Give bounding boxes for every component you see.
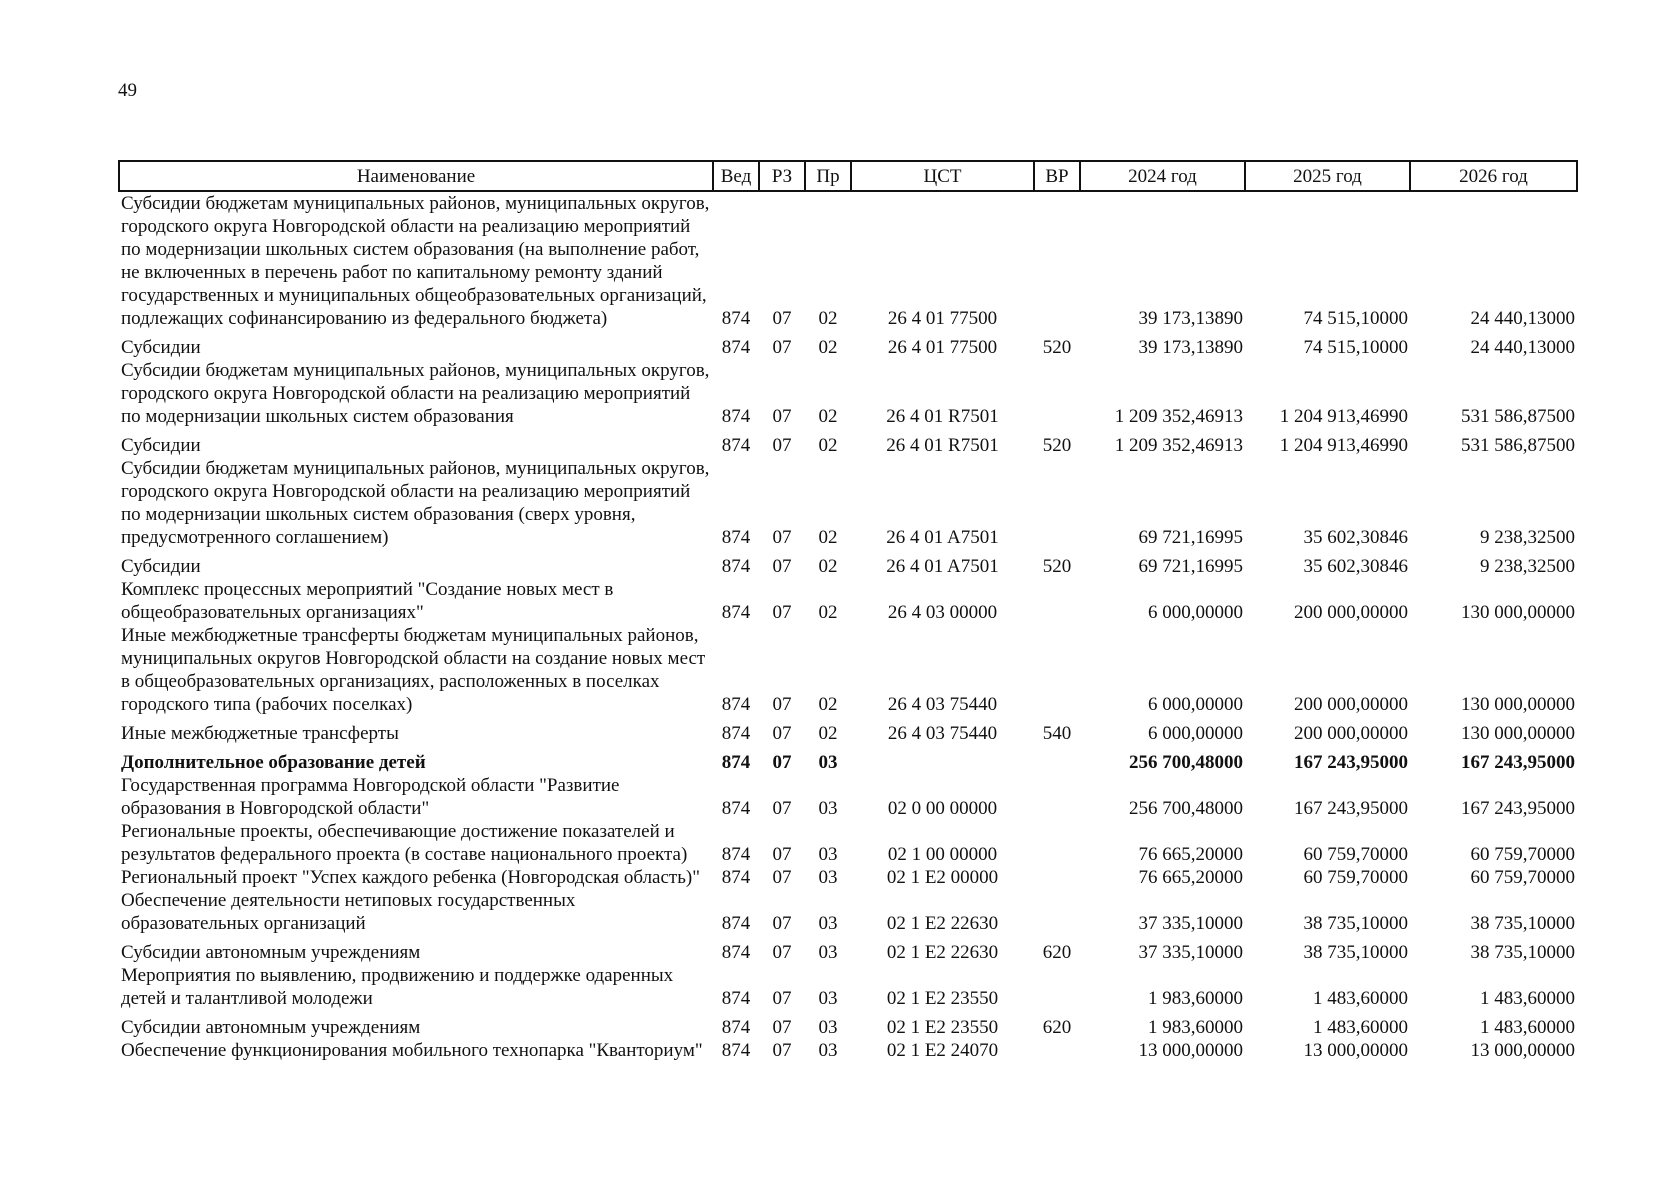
row-name: Субсидии bbox=[121, 556, 201, 577]
header-cst: ЦСТ bbox=[851, 161, 1034, 191]
row-2024: 256 700,48000 bbox=[1129, 752, 1243, 773]
row-name: Субсидии автономным учреждениям bbox=[121, 942, 421, 963]
table-row bbox=[119, 359, 1577, 428]
header-2026: 2026 год bbox=[1410, 161, 1577, 191]
row-name: Субсидии бюджетам муниципальных районов, муниципальных округов, городского округа Новгородской области на реализацию мероприятий по модернизации школьных систем образования (на выполнение работ, не включенных в перечень работ по капитальному ремонту зданий государственных и муниципальных общеобразовательных организаций, подлежащих софинансированию из федерального бюджета) bbox=[121, 193, 710, 329]
row-2024: 37 335,10000 bbox=[1138, 942, 1243, 963]
row-cst: 26 4 01 R7501 bbox=[886, 435, 999, 456]
row-name: Государственная программа Новгородской области "Развитие образования в Новгородской области" bbox=[121, 775, 620, 819]
row-cst: 02 1 E2 24070 bbox=[886, 1040, 999, 1061]
row-cst: 26 4 01 77500 bbox=[887, 308, 998, 329]
table-row bbox=[119, 935, 1577, 964]
row-2025: 167 243,95000 bbox=[1294, 798, 1408, 819]
row-ved: 874 bbox=[721, 988, 751, 1009]
row-vr: 520 bbox=[1042, 435, 1072, 456]
row-rz: 07 bbox=[772, 1017, 792, 1038]
header-name: Наименование bbox=[119, 161, 713, 191]
row-ved: 874 bbox=[721, 723, 751, 744]
row-ved: 874 bbox=[721, 435, 751, 456]
table-header-row bbox=[119, 161, 1577, 191]
row-rz: 07 bbox=[772, 752, 792, 773]
row-2026: 9 238,32500 bbox=[1480, 527, 1575, 548]
row-rz: 07 bbox=[772, 556, 792, 577]
row-vr: 520 bbox=[1042, 337, 1072, 358]
row-vr bbox=[1034, 191, 1080, 330]
row-2024: 13 000,00000 bbox=[1138, 1040, 1243, 1061]
row-pr: 03 bbox=[818, 798, 838, 819]
row-pr: 03 bbox=[818, 942, 838, 963]
row-pr: 03 bbox=[818, 913, 838, 934]
row-2026: 531 586,87500 bbox=[1461, 435, 1575, 456]
header-ved: Вед bbox=[713, 161, 759, 191]
row-2025: 35 602,30846 bbox=[1303, 527, 1408, 548]
row-name: Субсидии автономным учреждениям bbox=[121, 1017, 421, 1038]
row-2024: 37 335,10000 bbox=[1138, 913, 1243, 934]
row-ved: 874 bbox=[721, 844, 751, 865]
row-ved: 874 bbox=[721, 602, 751, 623]
row-ved: 874 bbox=[721, 942, 751, 963]
table-row bbox=[119, 191, 1577, 330]
table-row bbox=[119, 330, 1577, 359]
table-row bbox=[119, 774, 1577, 820]
row-2025: 167 243,95000 bbox=[1294, 752, 1408, 773]
row-vr: 620 bbox=[1042, 1017, 1072, 1038]
row-vr: 520 bbox=[1042, 556, 1072, 577]
table-row bbox=[119, 866, 1577, 889]
row-pr: 03 bbox=[818, 844, 838, 865]
row-2024: 69 721,16995 bbox=[1138, 556, 1243, 577]
table-row-section bbox=[119, 745, 1577, 774]
row-2026: 130 000,00000 bbox=[1461, 602, 1575, 623]
row-cst: 26 4 03 75440 bbox=[887, 694, 998, 715]
row-2024: 1 209 352,46913 bbox=[1114, 406, 1243, 427]
row-2025: 13 000,00000 bbox=[1303, 1040, 1408, 1061]
row-ved: 874 bbox=[721, 556, 751, 577]
row-2026: 130 000,00000 bbox=[1461, 723, 1575, 744]
row-name: Мероприятия по выявлению, продвижению и поддержке одаренных детей и талантливой молодежи bbox=[121, 965, 674, 1009]
row-2025: 35 602,30846 bbox=[1303, 556, 1408, 577]
row-rz: 07 bbox=[772, 308, 792, 329]
row-2026: 13 000,00000 bbox=[1470, 1040, 1575, 1061]
row-ved: 874 bbox=[721, 527, 751, 548]
row-rz: 07 bbox=[772, 867, 792, 888]
row-pr: 03 bbox=[818, 988, 838, 1009]
row-2026: 167 243,95000 bbox=[1461, 798, 1575, 819]
row-vr bbox=[1034, 1039, 1080, 1062]
row-rz: 07 bbox=[772, 723, 792, 744]
row-2026: 531 586,87500 bbox=[1461, 406, 1575, 427]
row-rz: 07 bbox=[772, 694, 792, 715]
row-pr: 02 bbox=[818, 723, 838, 744]
row-ved: 874 bbox=[721, 752, 751, 773]
row-vr: 620 bbox=[1042, 942, 1072, 963]
row-name: Региональный проект "Успех каждого ребенка (Новгородская область)" bbox=[121, 867, 700, 888]
row-name: Иные межбюджетные трансферты бюджетам муниципальных районов, муниципальных округов Новгородской области на создание новых мест в общеобразовательных организациях, расположенных в поселках городского типа (рабочих поселках) bbox=[121, 625, 706, 715]
row-2024: 1 983,60000 bbox=[1148, 1017, 1243, 1038]
row-2025: 1 204 913,46990 bbox=[1279, 406, 1408, 427]
row-2026: 130 000,00000 bbox=[1461, 694, 1575, 715]
row-vr bbox=[1034, 745, 1080, 774]
row-2025: 38 735,10000 bbox=[1303, 942, 1408, 963]
row-2026: 24 440,13000 bbox=[1470, 308, 1575, 329]
row-2024: 76 665,20000 bbox=[1138, 867, 1243, 888]
row-2025: 60 759,70000 bbox=[1303, 867, 1408, 888]
row-pr: 02 bbox=[818, 435, 838, 456]
row-2024: 6 000,00000 bbox=[1148, 723, 1243, 744]
row-rz: 07 bbox=[772, 337, 792, 358]
table-row bbox=[119, 1039, 1577, 1062]
table-row bbox=[119, 1010, 1577, 1039]
row-cst: 02 0 00 00000 bbox=[887, 798, 998, 819]
table-row bbox=[119, 549, 1577, 578]
row-name: Субсидии бюджетам муниципальных районов, муниципальных округов, городского округа Новгородской области на реализацию мероприятий по модернизации школьных систем образования bbox=[121, 360, 710, 427]
row-ved: 874 bbox=[721, 867, 751, 888]
row-2024: 76 665,20000 bbox=[1138, 844, 1243, 865]
row-vr bbox=[1034, 578, 1080, 624]
row-vr bbox=[1034, 624, 1080, 716]
row-pr: 02 bbox=[818, 527, 838, 548]
row-ved: 874 bbox=[721, 1017, 751, 1038]
row-rz: 07 bbox=[772, 435, 792, 456]
row-vr bbox=[1034, 359, 1080, 428]
row-2026: 38 735,10000 bbox=[1470, 913, 1575, 934]
row-2025: 60 759,70000 bbox=[1303, 844, 1408, 865]
row-name: Субсидии bbox=[121, 337, 201, 358]
header-pr: Пр bbox=[805, 161, 851, 191]
row-2026: 9 238,32500 bbox=[1480, 556, 1575, 577]
row-cst bbox=[851, 745, 1034, 774]
row-pr: 02 bbox=[818, 556, 838, 577]
row-2024: 1 983,60000 bbox=[1148, 988, 1243, 1009]
row-ved: 874 bbox=[721, 1040, 751, 1061]
row-rz: 07 bbox=[772, 798, 792, 819]
table-row bbox=[119, 428, 1577, 457]
row-cst: 26 4 01 A7501 bbox=[886, 527, 999, 548]
row-2024: 6 000,00000 bbox=[1148, 694, 1243, 715]
row-2026: 60 759,70000 bbox=[1470, 844, 1575, 865]
header-2025: 2025 год bbox=[1245, 161, 1410, 191]
row-2026: 38 735,10000 bbox=[1470, 942, 1575, 963]
row-name: Субсидии bbox=[121, 435, 201, 456]
row-ved: 874 bbox=[721, 337, 751, 358]
row-vr bbox=[1034, 866, 1080, 889]
row-ved: 874 bbox=[721, 913, 751, 934]
row-2024: 69 721,16995 bbox=[1138, 527, 1243, 548]
row-2026: 1 483,60000 bbox=[1480, 1017, 1575, 1038]
row-2024: 1 209 352,46913 bbox=[1114, 435, 1243, 456]
table-row bbox=[119, 578, 1577, 624]
row-ved: 874 bbox=[721, 406, 751, 427]
table-row bbox=[119, 716, 1577, 745]
row-cst: 26 4 03 75440 bbox=[887, 723, 998, 744]
row-vr bbox=[1034, 964, 1080, 1010]
table-row bbox=[119, 457, 1577, 549]
row-rz: 07 bbox=[772, 844, 792, 865]
row-rz: 07 bbox=[772, 988, 792, 1009]
row-rz: 07 bbox=[772, 406, 792, 427]
row-name: Региональные проекты, обеспечивающие достижение показателей и результатов федерального проекта (в составе национального проекта) bbox=[121, 821, 688, 865]
row-rz: 07 bbox=[772, 602, 792, 623]
row-2024: 39 173,13890 bbox=[1138, 337, 1243, 358]
row-ved: 874 bbox=[721, 308, 751, 329]
row-vr bbox=[1034, 457, 1080, 549]
header-rz: РЗ bbox=[759, 161, 805, 191]
row-vr bbox=[1034, 774, 1080, 820]
row-vr bbox=[1034, 820, 1080, 866]
row-pr: 02 bbox=[818, 602, 838, 623]
row-2024: 256 700,48000 bbox=[1129, 798, 1243, 819]
row-cst: 02 1 E2 22630 bbox=[886, 942, 999, 963]
row-cst: 26 4 01 A7501 bbox=[886, 556, 999, 577]
row-name: Обеспечение функционирования мобильного технопарка "Кванториум" bbox=[121, 1040, 703, 1061]
row-pr: 03 bbox=[818, 1017, 838, 1038]
row-2025: 38 735,10000 bbox=[1303, 913, 1408, 934]
row-2025: 1 483,60000 bbox=[1313, 1017, 1408, 1038]
row-2025: 1 483,60000 bbox=[1313, 988, 1408, 1009]
table-row bbox=[119, 889, 1577, 935]
row-2025: 1 204 913,46990 bbox=[1279, 435, 1408, 456]
row-cst: 26 4 01 R7501 bbox=[886, 406, 999, 427]
row-pr: 02 bbox=[818, 406, 838, 427]
row-vr bbox=[1034, 889, 1080, 935]
row-cst: 26 4 01 77500 bbox=[887, 337, 998, 358]
row-name: Дополнительное образование детей bbox=[121, 752, 426, 773]
row-2026: 167 243,95000 bbox=[1461, 752, 1575, 773]
row-cst: 02 1 E2 00000 bbox=[886, 867, 999, 888]
row-pr: 02 bbox=[818, 694, 838, 715]
header-vr: ВР bbox=[1034, 161, 1080, 191]
row-2024: 39 173,13890 bbox=[1138, 308, 1243, 329]
row-cst: 02 1 00 00000 bbox=[887, 844, 998, 865]
row-pr: 03 bbox=[818, 1040, 838, 1061]
row-name: Комплекс процессных мероприятий "Создание новых мест в общеобразовательных организациях" bbox=[121, 579, 614, 623]
header-2024: 2024 год bbox=[1080, 161, 1245, 191]
row-ved: 874 bbox=[721, 798, 751, 819]
row-2025: 200 000,00000 bbox=[1294, 694, 1408, 715]
row-2026: 1 483,60000 bbox=[1480, 988, 1575, 1009]
row-cst: 02 1 E2 22630 bbox=[886, 913, 999, 934]
row-rz: 07 bbox=[772, 527, 792, 548]
row-2025: 74 515,10000 bbox=[1303, 308, 1408, 329]
page-number: 49 bbox=[118, 80, 137, 101]
row-pr: 03 bbox=[818, 752, 838, 773]
row-vr: 540 bbox=[1042, 723, 1072, 744]
row-name: Иные межбюджетные трансферты bbox=[121, 723, 399, 744]
row-pr: 03 bbox=[818, 867, 838, 888]
row-cst: 26 4 03 00000 bbox=[887, 602, 998, 623]
row-pr: 02 bbox=[818, 308, 838, 329]
row-rz: 07 bbox=[772, 1040, 792, 1061]
row-name: Субсидии бюджетам муниципальных районов, муниципальных округов, городского округа Новгородской области на реализацию мероприятий по модернизации школьных систем образования (сверх уровня, предусмотренного соглашением) bbox=[121, 458, 710, 548]
row-2026: 60 759,70000 bbox=[1470, 867, 1575, 888]
table-row bbox=[119, 964, 1577, 1010]
row-rz: 07 bbox=[772, 942, 792, 963]
row-cst: 02 1 E2 23550 bbox=[886, 1017, 999, 1038]
row-cst: 02 1 E2 23550 bbox=[886, 988, 999, 1009]
row-pr: 02 bbox=[818, 337, 838, 358]
row-2025: 200 000,00000 bbox=[1294, 723, 1408, 744]
table-row bbox=[119, 624, 1577, 716]
row-ved: 874 bbox=[721, 694, 751, 715]
row-name: Обеспечение деятельности нетиповых государственных образовательных организаций bbox=[121, 890, 576, 934]
table-row bbox=[119, 820, 1577, 866]
row-rz: 07 bbox=[772, 913, 792, 934]
row-2024: 6 000,00000 bbox=[1148, 602, 1243, 623]
budget-table bbox=[118, 160, 1578, 1062]
row-2025: 74 515,10000 bbox=[1303, 337, 1408, 358]
row-2025: 200 000,00000 bbox=[1294, 602, 1408, 623]
row-2026: 24 440,13000 bbox=[1470, 337, 1575, 358]
